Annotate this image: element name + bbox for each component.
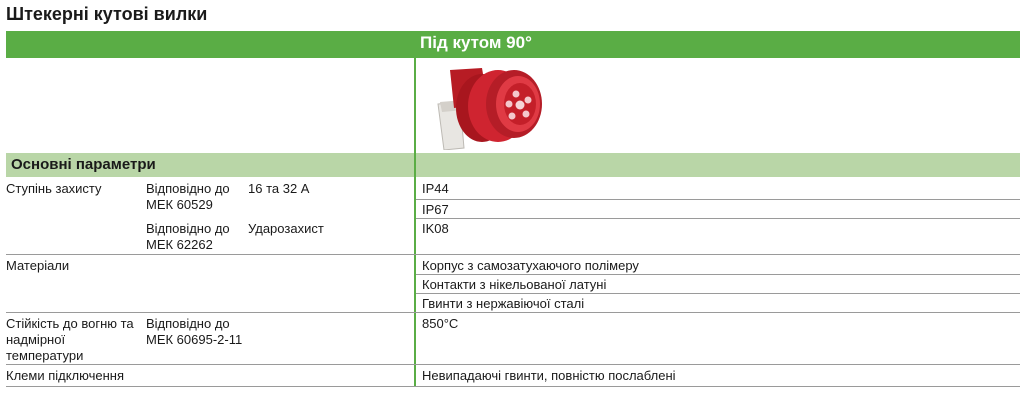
header-band (6, 31, 1020, 58)
value-ik08: IK08 (422, 221, 449, 236)
value-850c: 850°C (422, 316, 459, 331)
row-label-terminals: Клеми підключення (6, 368, 124, 383)
row-label-protection: Ступінь захисту (6, 181, 102, 196)
row-condition-current: 16 та 32 А (248, 181, 310, 196)
value-ip44: IP44 (422, 181, 449, 196)
column-separator (414, 31, 416, 386)
value-material-contacts: Контакти з нікельованої латуні (422, 277, 607, 292)
value-material-body: Корпус з самозатухаючого полімеру (422, 258, 639, 273)
row-standard-iec60695: Відповідно до МЕК 60695-2-11 (146, 316, 243, 347)
row-standard-iec60529: Відповідно до МЕК 60529 (146, 181, 230, 212)
row-condition-impact: Ударозахист (248, 221, 324, 236)
page-title: Штекерні кутові вилки (6, 4, 208, 24)
row-label-fire-resistance: Стійкість до вогню та надмірної температури (6, 316, 134, 363)
section-title: Основні параметри (11, 156, 156, 173)
value-terminals: Невипадаючі гвинти, повністю послаблені (422, 368, 676, 383)
value-ip67: IP67 (422, 202, 449, 217)
angled-plug-image (430, 64, 555, 150)
row-standard-iec62262: Відповідно до МЕК 62262 (146, 221, 230, 252)
section-band (6, 153, 1020, 177)
value-material-screws: Гвинти з нержавіючої сталі (422, 296, 585, 311)
row-label-materials: Матеріали (6, 258, 70, 273)
column-header: Під кутом 90° (420, 33, 532, 52)
